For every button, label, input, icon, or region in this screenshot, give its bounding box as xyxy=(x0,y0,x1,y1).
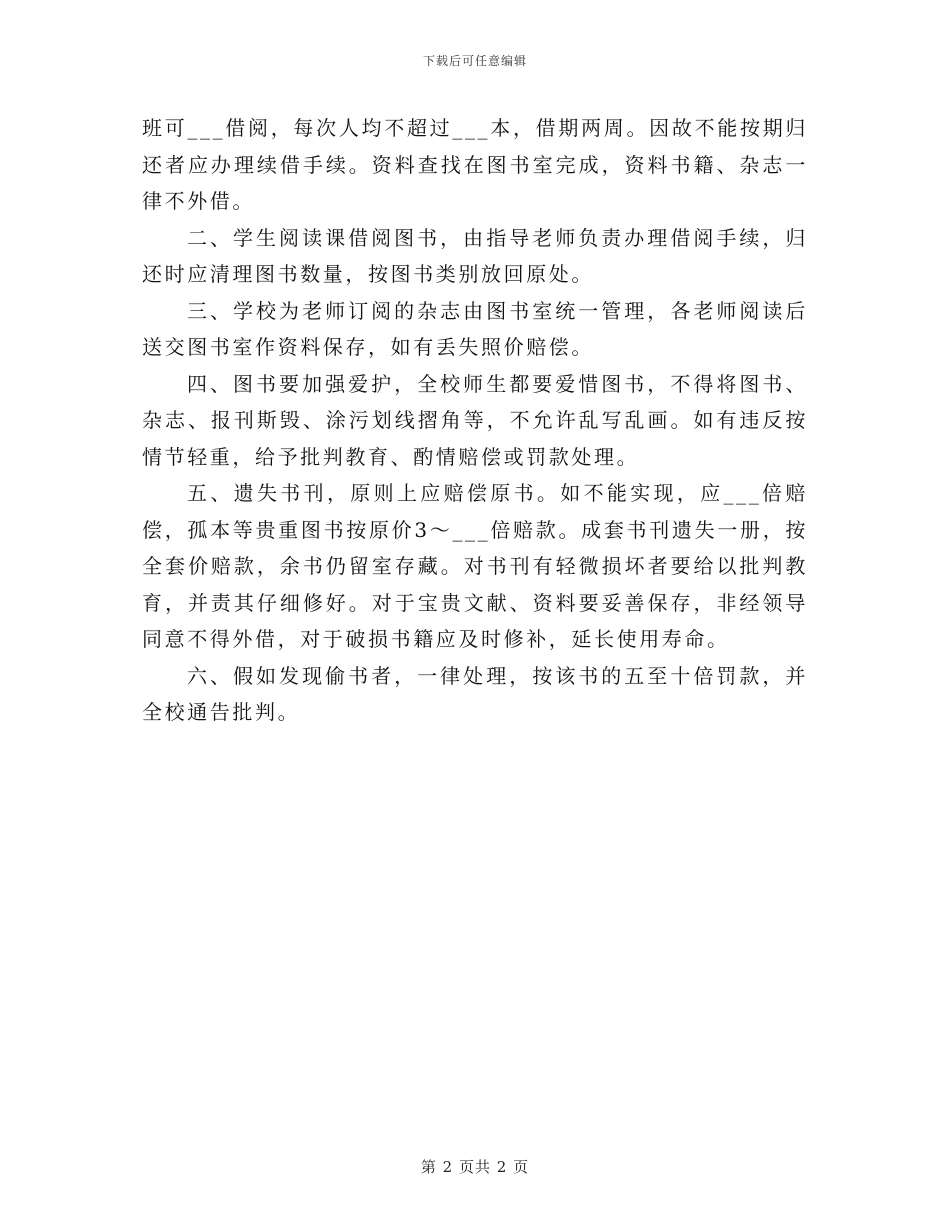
paragraph-item-5: 五、遗失书刊，原则上应赔偿原书。如不能实现，应___倍赔偿，孤本等贵重图书按原价3～___倍赔款。成套书刊遗失一册，按全套价赔款，余书仍留室存藏。对书刊有轻微损坏者要给以批判教育，并责其仔细修好。对于宝贵文献、资料要妥善保存，非经领导同意不得外借，对于破损书籍应及时修补，延长使用寿命。 xyxy=(142,481,808,651)
page-header: 下载后可任意编辑 xyxy=(422,54,527,68)
page-footer: 第 2 页共 2 页 xyxy=(420,1158,530,1176)
paragraph-item-2: 二、学生阅读课借阅图书，由指导老师负责办理借阅手续，归还时应清理图书数量，按图书类别放回原处。 xyxy=(142,225,808,286)
paragraph-item-6: 六、假如发现偷书者，一律处理，按该书的五至十倍罚款，并全校通告批判。 xyxy=(142,663,808,724)
paragraph-continuation: 班可___借阅，每次人均不超过___本，借期两周。因故不能按期归还者应办理续借手续。资料查找在图书室完成，资料书籍、杂志一律不外借。 xyxy=(142,116,808,213)
paragraph-item-4: 四、图书要加强爱护，全校师生都要爱惜图书，不得将图书、杂志、报刊斯毁、涂污划线摺角等，不允许乱写乱画。如有违反按情节轻重，给予批判教育、酌情赔偿或罚款处理。 xyxy=(142,371,808,469)
paragraph-item-3: 三、学校为老师订阅的杂志由图书室统一管理，各老师阅读后送交图书室作资料保存，如有丢失照价赔偿。 xyxy=(142,298,808,359)
document-body xyxy=(142,110,808,731)
